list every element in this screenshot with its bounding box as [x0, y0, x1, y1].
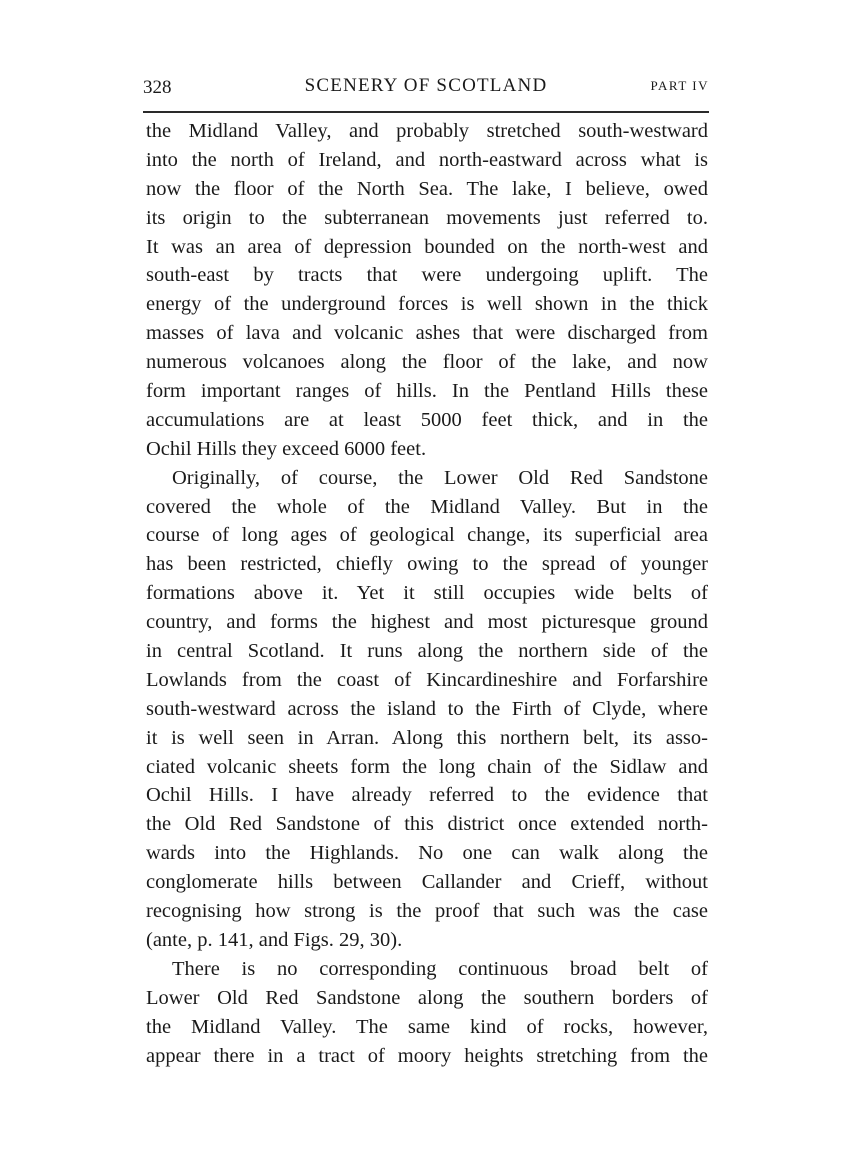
text-line: has been restricted, chiefly owing to the spread of younger [146, 553, 708, 576]
text-line: appear there in a tract of moory heights stretching from the [146, 1044, 708, 1067]
text-line: numerous volcanoes along the floor of the lake, and now [146, 351, 708, 374]
text-line: conglomerate hills between Callander and Crieff, without [146, 871, 708, 894]
text-line: formations above it. Yet it still occupies wide belts of [146, 582, 708, 605]
text-line: now the floor of the North Sea. The lake, I believe, owed [146, 177, 708, 200]
text-line: country, and forms the highest and most picturesque ground [146, 611, 708, 634]
text-line: accumulations are at least 5000 feet thick, and in the [146, 408, 708, 431]
text-line: Ochil Hills. I have already referred to the evidence that [146, 784, 708, 807]
text-line: Lowlands from the coast of Kincardineshire and Forfarshire [146, 668, 708, 691]
running-head [143, 72, 709, 102]
text-line: covered the whole of the Midland Valley. But in the [146, 495, 708, 518]
text-line: Ochil Hills they exceed 6000 feet. [146, 437, 427, 460]
text-line: Lower Old Red Sandstone along the southern borders of [146, 986, 708, 1009]
paragraph-first-line: Originally, of course, the Lower Old Red Sandstone [172, 466, 708, 489]
page-number: 328 [143, 77, 172, 98]
text-line: the Old Red Sandstone of this district once extended north- [146, 813, 708, 836]
paragraph-first-line: There is no corresponding continuous broad belt of [172, 957, 708, 980]
text-line: form important ranges of hills. In the Pentland Hills these [146, 380, 708, 403]
text-line: south-east by tracts that were undergoing uplift. The [146, 264, 708, 287]
text-line: it is well seen in Arran. Along this northern belt, its asso- [146, 726, 708, 749]
text-line: into the north of Ireland, and north-eastward across what is [146, 148, 708, 171]
text-line: the Midland Valley. The same kind of rocks, however, [146, 1015, 708, 1038]
text-line: south-westward across the island to the Firth of Clyde, where [146, 697, 708, 720]
header-rule [143, 111, 709, 113]
text-line: (ante, p. 141, and Figs. 29, 30). [146, 928, 403, 951]
text-line: course of long ages of geological change, its superficial area [146, 524, 708, 547]
part-label: PART IV [650, 78, 709, 93]
text-line: its origin to the subterranean movements just referred to. [146, 206, 708, 229]
text-line: masses of lava and volcanic ashes that were discharged from [146, 322, 708, 345]
text-line: recognising how strong is the proof that such was the case [146, 900, 708, 923]
text-line: energy of the underground forces is well shown in the thick [146, 293, 708, 316]
text-line: in central Scotland. It runs along the northern side of the [146, 640, 708, 663]
body-text [146, 117, 708, 1070]
text-line: It was an area of depression bounded on the north-west and [146, 235, 708, 258]
text-line: ciated volcanic sheets form the long chain of the Sidlaw and [146, 755, 708, 778]
text-line: the Midland Valley, and probably stretched south-westward [146, 120, 708, 142]
text-line: wards into the Highlands. No one can walk along the [146, 842, 708, 865]
book-title: SCENERY OF SCOTLAND [304, 75, 548, 96]
